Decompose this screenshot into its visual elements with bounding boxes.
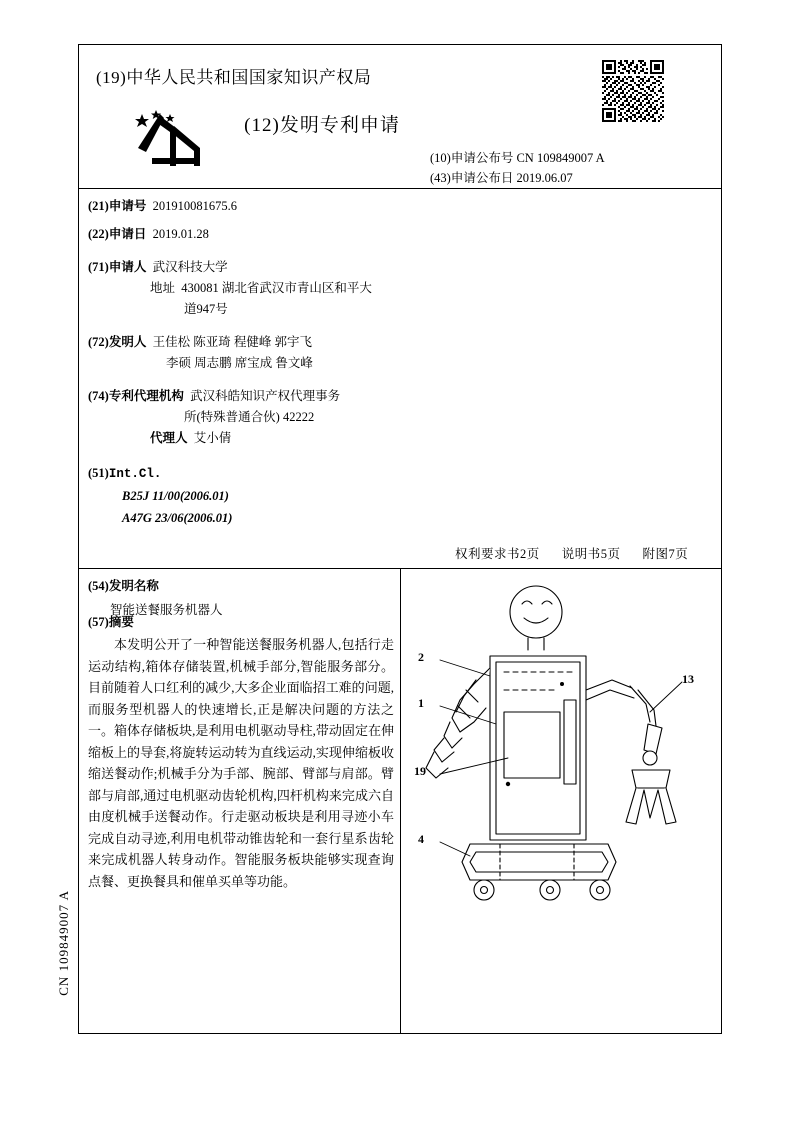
drawings-pages: 附图7页 bbox=[642, 547, 689, 561]
bib-field-inventors bbox=[88, 332, 508, 374]
agent-value: 艾小倩 bbox=[193, 431, 232, 445]
bib-field-application-date bbox=[88, 224, 508, 245]
bibliographic-data bbox=[88, 196, 508, 536]
page-title: 智能送餐服务机器人 bbox=[110, 603, 223, 617]
bib-field-agency bbox=[88, 386, 508, 449]
title-code: (54) bbox=[88, 579, 109, 593]
field-code: (51) bbox=[88, 466, 109, 480]
figure-label-13: 13 bbox=[682, 672, 694, 686]
publication-number-value: CN 109849007 A bbox=[516, 151, 605, 165]
field-value: 王佳松 陈亚琦 程健峰 郭宇飞 bbox=[152, 335, 312, 349]
abstract-code: (57) bbox=[88, 615, 109, 629]
field-value: 武汉科皓知识产权代理事务 bbox=[190, 389, 341, 403]
ipc-entry: A47G 23/06(2006.01) bbox=[122, 511, 233, 525]
publication-number-label: 申请公布号 bbox=[450, 151, 514, 165]
title-label: 发明名称 bbox=[108, 579, 159, 593]
applicant-address-line-1 bbox=[88, 278, 508, 299]
address-value-cont: 道947号 bbox=[184, 302, 228, 316]
kind-code: (12) bbox=[244, 115, 280, 136]
publication-date-code: (43) bbox=[430, 171, 451, 185]
agency-value-cont: 所(特殊普通合伙) 42222 bbox=[184, 410, 315, 424]
description-pages: 说明书5页 bbox=[561, 547, 621, 561]
figure-label-4: 4 bbox=[418, 832, 424, 846]
field-label: 申请日 bbox=[108, 227, 147, 241]
inventors-line-2 bbox=[88, 353, 508, 374]
abstract-label: 摘要 bbox=[108, 615, 134, 629]
address-label: 地址 bbox=[150, 281, 176, 295]
abstract-figure bbox=[404, 572, 720, 1030]
header-divider bbox=[78, 188, 722, 189]
document-kind-title bbox=[0, 110, 644, 137]
issuing-office bbox=[96, 63, 371, 88]
office-code: (19) bbox=[96, 68, 127, 87]
bib-field-ipc bbox=[88, 463, 508, 529]
field-label: 申请人 bbox=[108, 260, 147, 274]
bib-field-application-number bbox=[88, 196, 508, 217]
ipc-entry: B25J 11/00(2006.01) bbox=[122, 489, 229, 503]
ipc-label: Int.Cl. bbox=[108, 467, 162, 481]
field-value: 武汉科技大学 bbox=[152, 260, 228, 274]
publication-date-label: 申请公布日 bbox=[450, 171, 514, 185]
figure-label-2: 2 bbox=[418, 650, 424, 664]
agent-line bbox=[88, 428, 508, 449]
abstract-heading bbox=[88, 612, 396, 630]
publication-date-value: 2019.06.07 bbox=[516, 171, 573, 185]
claims-pages: 权利要求书2页 bbox=[455, 547, 540, 561]
publication-number-line bbox=[430, 148, 605, 166]
field-code: (72) bbox=[88, 335, 109, 349]
address-value: 430081 湖北省武汉市青山区和平大 bbox=[181, 281, 372, 295]
field-code: (74) bbox=[88, 389, 109, 403]
column-divider bbox=[400, 568, 401, 1034]
agent-label: 代理人 bbox=[150, 431, 188, 445]
inventors-value-cont: 李硕 周志鹏 席宝成 鲁文峰 bbox=[166, 356, 313, 370]
publication-date-line bbox=[430, 168, 573, 186]
publication-number-code: (10) bbox=[430, 151, 451, 165]
field-value: 201910081675.6 bbox=[152, 199, 237, 213]
field-label: 申请号 bbox=[108, 199, 147, 213]
office-name: 中华人民共和国国家知识产权局 bbox=[126, 68, 372, 87]
applicant-address-line-2 bbox=[88, 299, 508, 320]
figure-label-1: 1 bbox=[418, 696, 424, 710]
field-value: 2019.01.28 bbox=[152, 227, 209, 241]
kind-name: 发明专利申请 bbox=[279, 115, 400, 136]
field-label: 发明人 bbox=[108, 335, 147, 349]
field-code: (21) bbox=[88, 199, 109, 213]
field-code: (22) bbox=[88, 227, 109, 241]
bib-field-applicant bbox=[88, 257, 508, 320]
side-publication-number: CN 109849007 A bbox=[56, 890, 71, 996]
agency-line-2 bbox=[88, 407, 508, 428]
field-code: (71) bbox=[88, 260, 109, 274]
document-page-counts bbox=[455, 544, 688, 562]
field-label: 专利代理机构 bbox=[108, 389, 184, 403]
figure-label-19: 19 bbox=[414, 764, 426, 778]
abstract-text: 本发明公开了一种智能送餐服务机器人,包括行走运动结构,箱体存储装置,机械手部分,智能服务部分。目前随着人口红利的减少,大多企业面临招工难的问题,而服务型机器人的快速增长,正是解决问题的方法之一。箱体存储板块,是利用电机驱动导柱,带动固定在伸缩板上的导套,将旋转运动转为直线运动,实现伸缩板收缩送餐动作;机械手分为手部、腕部、臂部与肩部。臂部与肩部,通过电机驱动齿轮机构,四杆机构来完成六自由度机械手送餐动作。行走驱动板块是利用寻迹小车完成自动寻迹,利用电机带动锥齿轮和一套行星系齿轮来完成机器人转身动作。智能服务板块能够实现查询点餐、更换餐具和催单买单等功能。 bbox=[88, 637, 394, 889]
